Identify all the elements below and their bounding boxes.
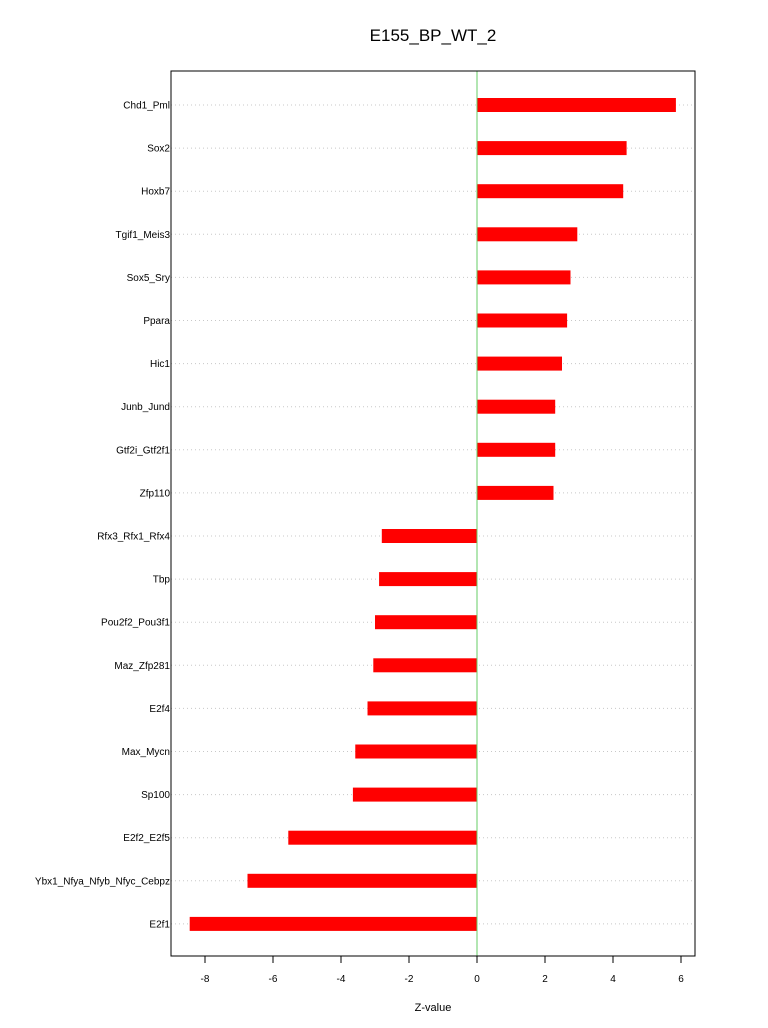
category-label: Chd1_Pml	[123, 100, 170, 112]
category-label: E2f1	[149, 919, 170, 931]
x-tick-label: -8	[200, 974, 210, 985]
category-label: Rfx3_Rfx1_Rfx4	[97, 531, 170, 543]
bar	[382, 529, 477, 543]
category-label: Junb_Jund	[121, 402, 170, 414]
x-axis-label: Z-value	[414, 1002, 452, 1014]
x-tick-label: 0	[474, 974, 480, 985]
bar	[477, 357, 562, 371]
x-tick-label: 6	[678, 974, 684, 985]
category-label: Zfp110	[139, 488, 170, 500]
x-tick-label: -4	[336, 974, 346, 985]
category-label: Tbp	[152, 574, 170, 586]
plot-frame	[171, 71, 695, 956]
bar	[477, 270, 571, 284]
x-tick-label: -2	[404, 974, 414, 985]
category-label: Sox5_Sry	[126, 272, 170, 284]
x-tick-label: 2	[542, 974, 548, 985]
bar	[477, 314, 567, 328]
bar	[190, 917, 477, 931]
bar	[477, 141, 627, 155]
category-label: Ybx1_Nfya_Nfyb_Nfyc_Cebpz	[34, 876, 170, 888]
bar	[477, 227, 577, 241]
bar	[379, 572, 477, 586]
bar	[353, 788, 477, 802]
bar	[248, 874, 478, 888]
category-label: Hoxb7	[141, 186, 170, 198]
category-label: Sp100	[141, 790, 170, 802]
category-label: E2f2_E2f5	[123, 833, 170, 845]
bar	[477, 98, 676, 112]
category-label: Maz_Zfp281	[114, 660, 170, 672]
bar	[477, 486, 554, 500]
bar	[373, 658, 477, 672]
chart-title: E155_BP_WT_2	[369, 26, 497, 45]
bar	[288, 831, 477, 845]
category-label: Sox2	[147, 143, 170, 155]
bar	[477, 184, 623, 198]
x-tick-label: -6	[268, 974, 278, 985]
bars	[190, 98, 676, 931]
category-label: Tgif1_Meis3	[115, 229, 170, 241]
category-label: Gtf2i_Gtf2f1	[116, 445, 170, 457]
category-label: Ppara	[143, 316, 170, 327]
category-label: Hic1	[149, 359, 170, 371]
x-axis	[201, 956, 685, 985]
category-label: Pou2f2_Pou3f1	[101, 617, 170, 629]
bar	[355, 745, 477, 759]
bar	[477, 400, 555, 414]
category-label: E2f4	[149, 703, 170, 715]
category-label: Max_Mycn	[121, 747, 170, 758]
x-tick-label: 4	[610, 974, 616, 985]
y-axis-labels	[35, 101, 171, 931]
bar	[368, 701, 477, 715]
bar	[375, 615, 477, 629]
bar	[477, 443, 555, 457]
